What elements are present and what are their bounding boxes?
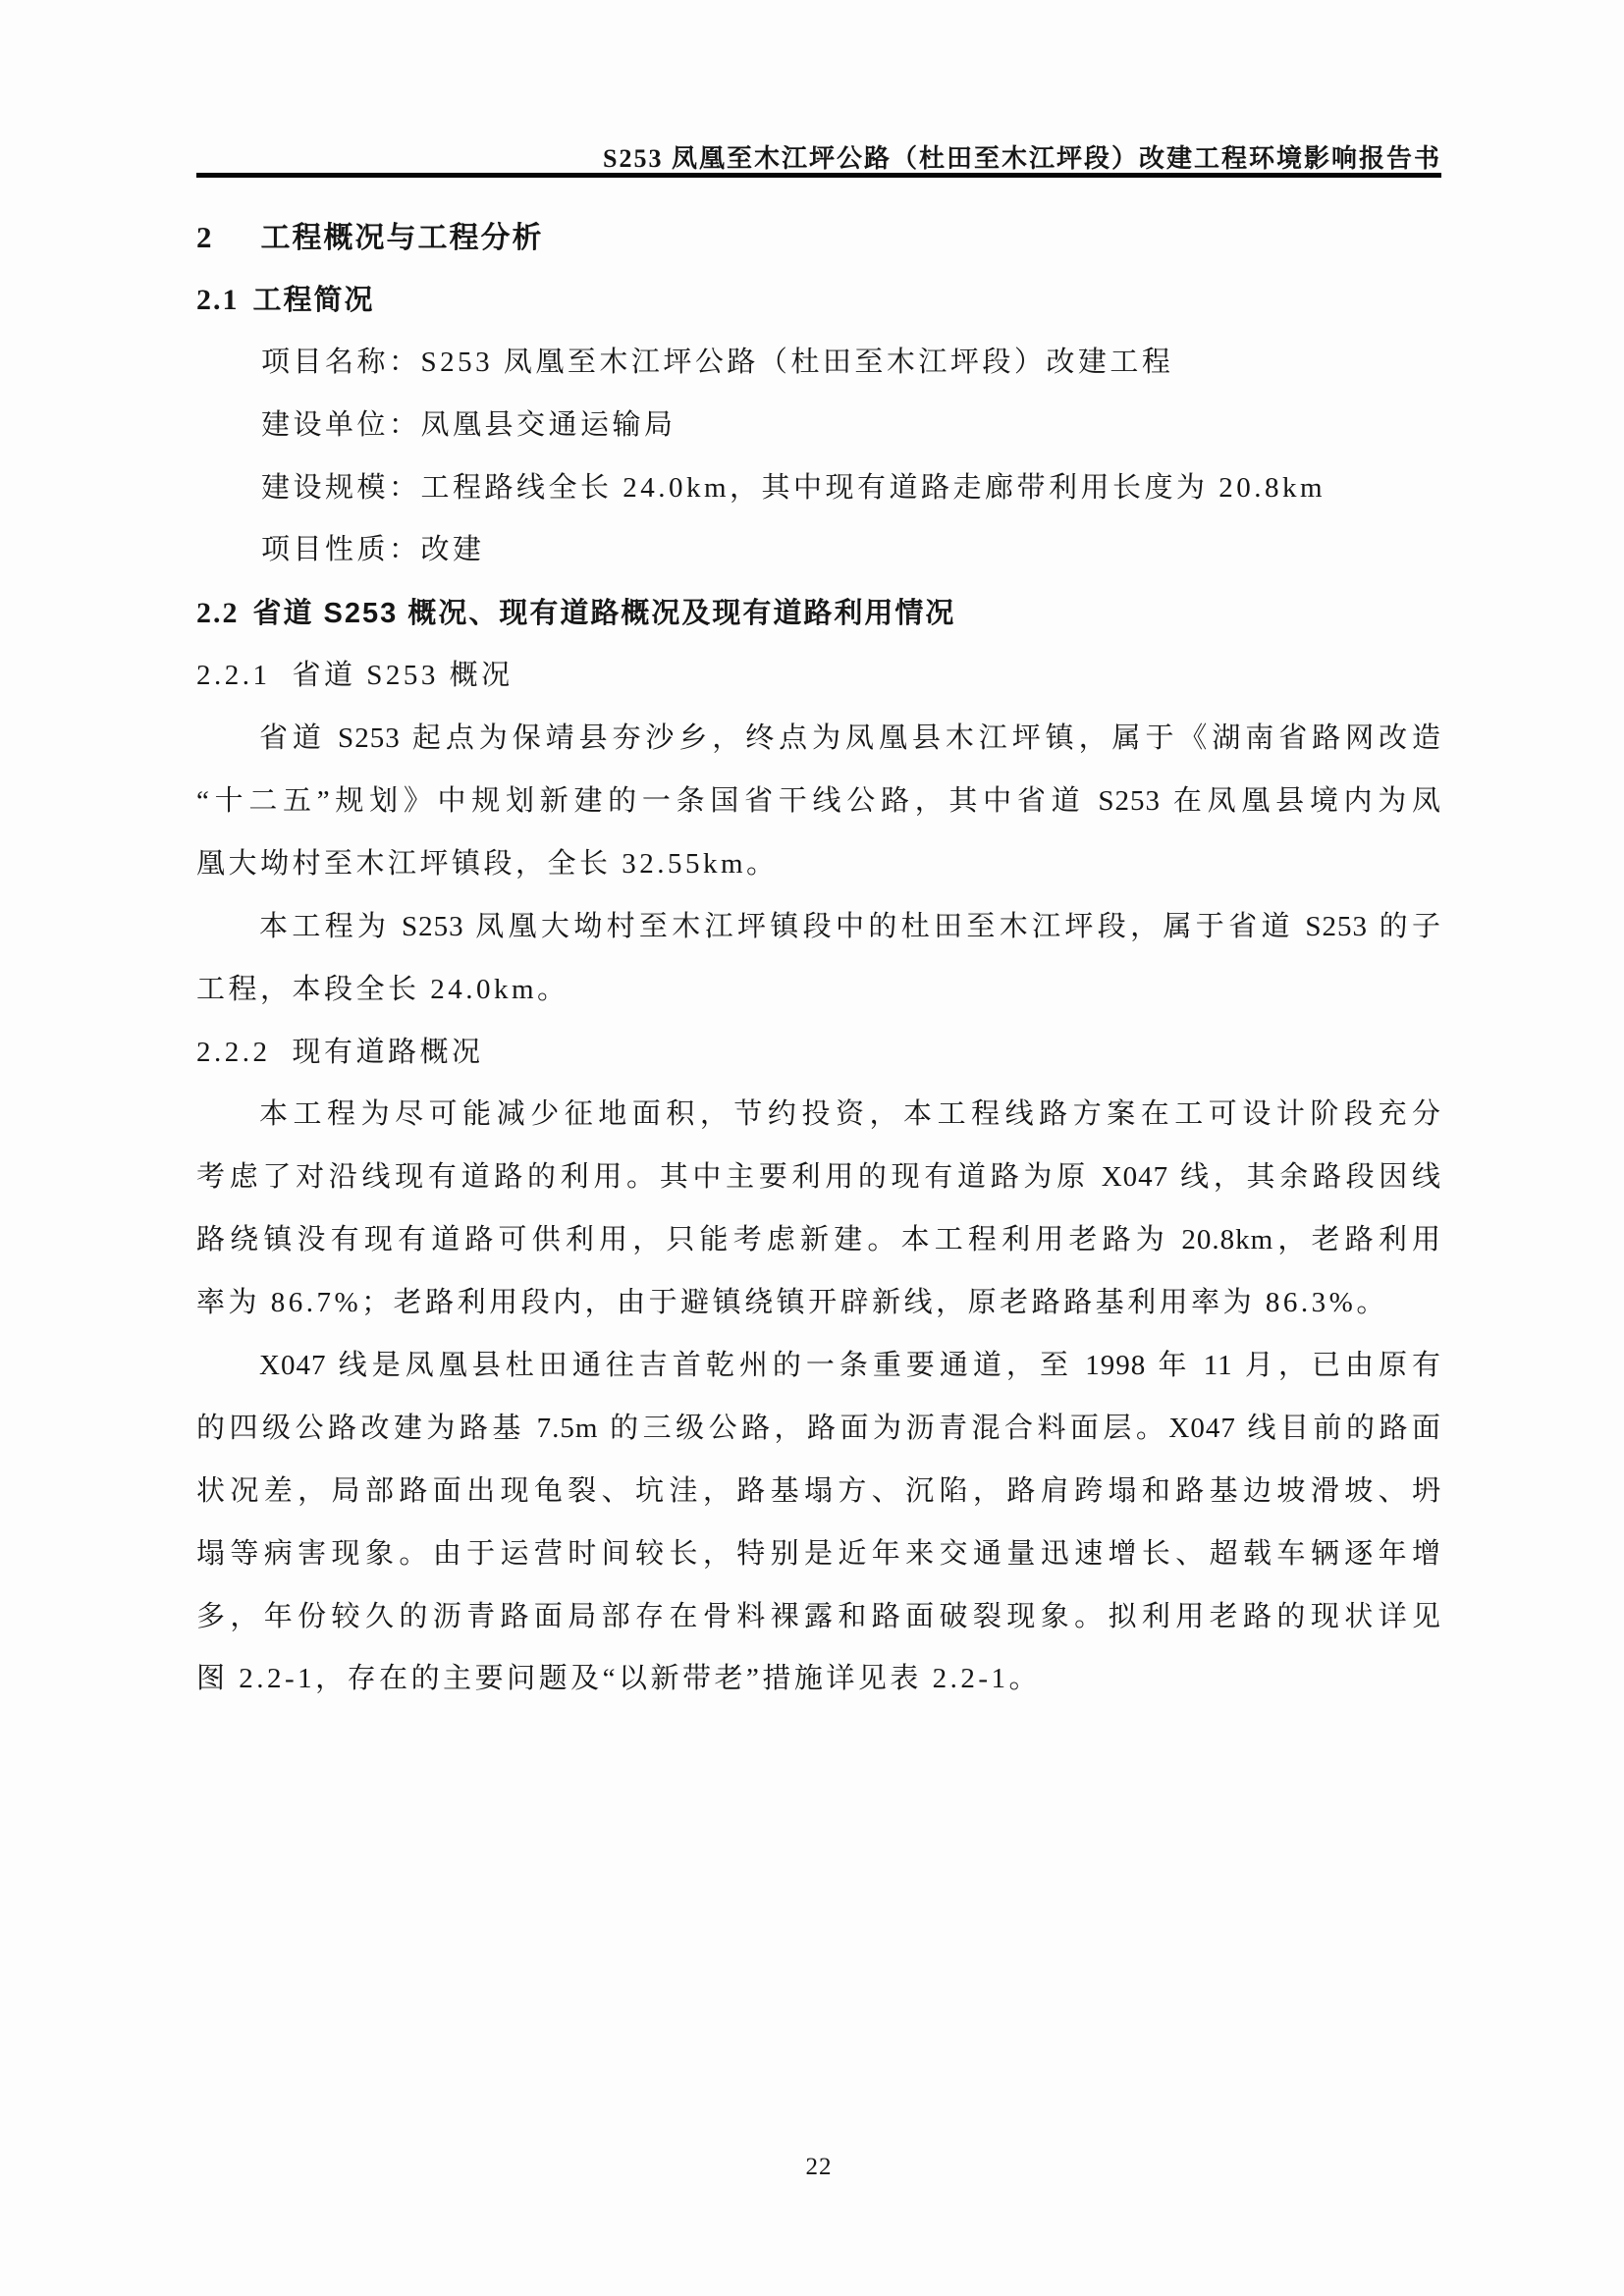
paragraph-line: 路绕镇没有现有道路可供利用，只能考虑新建。本工程利用老路为 20.8km，老路利用 [196, 1224, 1441, 1256]
heading-number: 2.2.1 [196, 660, 271, 692]
page-number: 22 [805, 2154, 833, 2180]
paragraph-line: “十二五”规划》中规划新建的一条国省干线公路，其中省道 S253 在凤凰县境内为凤 [196, 785, 1441, 818]
paragraph-line: 工程，本段全长 24.0km。 [196, 973, 569, 1005]
heading-number: 2.1 [196, 283, 240, 316]
section-heading-2 [196, 206, 1441, 269]
heading-title: 省道 S253 概况、现有道路概况及现有道路利用情况 [252, 598, 956, 630]
section-heading-2-2-1 [196, 645, 1441, 708]
paragraph-line: 多，年份较久的沥青路面局部存在骨料裸露和路面破裂现象。拟利用老路的现状详见 [196, 1600, 1441, 1632]
paragraph-line: 的四级公路改建为路基 7.5m 的三级公路，路面为沥青混合料面层。X047 线目前的路面 [196, 1412, 1441, 1444]
heading-number: 2.2 [196, 597, 240, 630]
project-nature-line: 项目性质：改建 [261, 534, 485, 566]
section-heading-2-2 [196, 582, 1441, 645]
header-rule [196, 173, 1441, 178]
heading-title: 省道 S253 概况 [292, 660, 514, 692]
paragraph-line: 本工程为 S253 凤凰大坳村至木江坪镇段中的杜田至木江坪段，属于省道 S253 的子 [259, 910, 1441, 942]
paragraph-line: 率为 86.7%；老路利用段内，由于避镇绕镇开辟新线，原老路路基利用率为 86.3%。 [196, 1287, 1388, 1319]
construction-unit-line: 建设单位：凤凰县交通运输局 [261, 408, 677, 441]
heading-title: 工程简况 [252, 284, 375, 316]
paragraph-line: 省道 S253 起点为保靖县夯沙乡，终点为凤凰县木江坪镇，属于《湖南省路网改造 [259, 722, 1441, 755]
section-heading-2-2-2 [196, 1022, 1441, 1085]
heading-number: 2.2.2 [196, 1036, 271, 1068]
construction-scale-line: 建设规模：工程路线全长 24.0km，其中现有道路走廊带利用长度为 20.8km [261, 471, 1326, 504]
paragraph-line: 塌等病害现象。由于运营时间较长，特别是近年来交通量迅速增长、超载车辆逐年增 [196, 1537, 1441, 1570]
paragraph-line: 凰大坳村至木江坪镇段，全长 32.55km。 [196, 847, 779, 880]
running-header-title: S253 凤凰至木江坪公路（杜田至木江坪段）改建工程环境影响报告书 [603, 144, 1441, 173]
heading-title: 现有道路概况 [292, 1036, 484, 1068]
paragraph-line: 状况差，局部路面出现龟裂、坑洼，路基塌方、沉陷，路肩跨塌和路基边坡滑坡、坍 [196, 1474, 1441, 1507]
page-footer [196, 2146, 1441, 2189]
paragraph-line: 本工程为尽可能减少征地面积，节约投资，本工程线路方案在工可设计阶段充分 [259, 1098, 1441, 1131]
project-name-line: 项目名称：S253 凤凰至木江坪公路（杜田至木江坪段）改建工程 [261, 346, 1174, 378]
heading-title: 工程概况与工程分析 [260, 222, 544, 254]
heading-number: 2 [196, 220, 214, 254]
document-body [196, 206, 1441, 1711]
paragraph-line: 考虑了对沿线现有道路的利用。其中主要利用的现有道路为原 X047 线，其余路段因线 [196, 1161, 1441, 1194]
paragraph-line: 图 2.2-1，存在的主要问题及“以新带老”措施详见表 2.2-1。 [196, 1663, 1042, 1695]
paragraph-line: X047 线是凤凰县杜田通往吉首乾州的一条重要通道，至 1998 年 11 月，已由原有 [259, 1350, 1441, 1382]
section-heading-2-1 [196, 269, 1441, 332]
